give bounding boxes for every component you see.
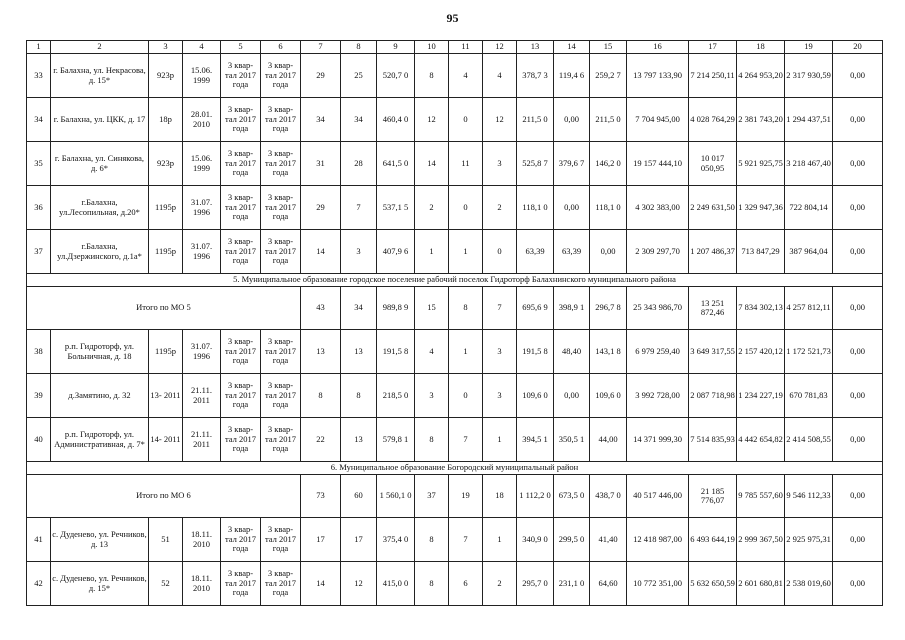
table-cell: 3 218 467,40 [785, 142, 833, 186]
table-cell: 0,00 [833, 518, 883, 562]
table-cell: 1 234 227,19 [737, 374, 785, 418]
table-cell: 3 квар- тал 2017 года [261, 98, 301, 142]
table-cell: 1 [449, 330, 483, 374]
table-cell: 3 квар- тал 2017 года [221, 54, 261, 98]
table-cell: 2 249 631,50 [689, 186, 737, 230]
table-cell: 11 [449, 142, 483, 186]
table-cell: 379,6 7 [554, 142, 590, 186]
table-cell: 2 [483, 186, 517, 230]
table-cell: 0 [449, 186, 483, 230]
column-number-cell: 11 [449, 41, 483, 54]
table-cell: 8 [341, 374, 377, 418]
table-cell: 299,5 0 [554, 518, 590, 562]
column-number-cell: 2 [51, 41, 149, 54]
table-cell: 8 [415, 518, 449, 562]
table-cell: 2 381 743,20 [737, 98, 785, 142]
table-cell: 191,5 8 [377, 330, 415, 374]
table-cell: 2 309 297,70 [627, 230, 689, 274]
table-cell: 1 [483, 518, 517, 562]
table-cell: 0,00 [554, 186, 590, 230]
table-cell: 63,39 [517, 230, 554, 274]
table-cell: 1 [415, 230, 449, 274]
table-cell: 4 302 383,00 [627, 186, 689, 230]
table-cell: 15.06. 1999 [183, 142, 221, 186]
table-cell: 3 квар- тал 2017 года [221, 98, 261, 142]
table-cell: 21.11. 2011 [183, 418, 221, 462]
address-cell: г. Балахна, ул. Синякова, д. 6* [51, 142, 149, 186]
total-cell: 21 185 776,07 [689, 475, 737, 518]
building-row [27, 186, 883, 230]
total-cell: 1 112,2 0 [517, 475, 554, 518]
table-cell: 31.07. 1996 [183, 230, 221, 274]
table-cell: 18.11. 2010 [183, 518, 221, 562]
table-cell: 6 979 259,40 [627, 330, 689, 374]
table-cell: 415,0 0 [377, 562, 415, 606]
table-cell: 34 [341, 98, 377, 142]
column-number-cell: 3 [149, 41, 183, 54]
table-cell: 1 [449, 230, 483, 274]
table-cell: 34 [27, 98, 51, 142]
table-cell: 51 [149, 518, 183, 562]
table-cell: 118,1 0 [590, 186, 627, 230]
column-number-cell: 5 [221, 41, 261, 54]
table-cell: 3 квар- тал 2017 года [261, 142, 301, 186]
table-cell: 3 квар- тал 2017 года [221, 330, 261, 374]
table-cell: 2 538 019,60 [785, 562, 833, 606]
table-cell: 44,00 [590, 418, 627, 462]
table-cell: 3 квар- тал 2017 года [261, 230, 301, 274]
table-cell: 2 414 508,55 [785, 418, 833, 462]
table-cell: 12 [415, 98, 449, 142]
total-cell: 73 [301, 475, 341, 518]
table-cell: 13 [341, 418, 377, 462]
total-cell: 0,00 [833, 287, 883, 330]
table-cell: 641,5 0 [377, 142, 415, 186]
table-cell: 33 [27, 54, 51, 98]
table-cell: 40 [27, 418, 51, 462]
table-cell: 12 [341, 562, 377, 606]
building-row [27, 142, 883, 186]
table-cell: 722 804,14 [785, 186, 833, 230]
table-cell: 0,00 [833, 418, 883, 462]
table-cell: 12 [483, 98, 517, 142]
address-cell: р.п. Гидроторф, ул. Больничная, д. 18 [51, 330, 149, 374]
building-row [27, 54, 883, 98]
table-cell: 14 [415, 142, 449, 186]
total-cell: 15 [415, 287, 449, 330]
table-cell: 2 925 975,31 [785, 518, 833, 562]
address-cell: с. Дуденево, ул. Речников, д. 13 [51, 518, 149, 562]
table-cell: 3 [483, 330, 517, 374]
column-number-cell: 7 [301, 41, 341, 54]
table-cell: 36 [27, 186, 51, 230]
address-cell: д.Замятино, д. 32 [51, 374, 149, 418]
table-cell: 52 [149, 562, 183, 606]
table-cell: 0,00 [833, 374, 883, 418]
column-number-cell: 9 [377, 41, 415, 54]
total-cell: 13 251 872,46 [689, 287, 737, 330]
table-cell: 10 017 050,95 [689, 142, 737, 186]
section-heading-row [27, 462, 883, 475]
column-number-cell: 10 [415, 41, 449, 54]
column-number-cell: 17 [689, 41, 737, 54]
table-cell: 4 442 654,82 [737, 418, 785, 462]
table-cell: 3 квар- тал 2017 года [261, 418, 301, 462]
table-cell: 3 [341, 230, 377, 274]
table-cell: 3 квар- тал 2017 года [221, 142, 261, 186]
total-cell: 0,00 [833, 475, 883, 518]
table-cell: 3 квар- тал 2017 года [221, 186, 261, 230]
table-cell: 18.11. 2010 [183, 562, 221, 606]
table-cell: 2 157 420,12 [737, 330, 785, 374]
table-cell: 4 [483, 54, 517, 98]
table-cell: 41,40 [590, 518, 627, 562]
address-cell: г. Балахна, ул. Некрасова, д. 15* [51, 54, 149, 98]
table-cell: 17 [341, 518, 377, 562]
section-heading: 6. Муниципальное образование Богородский муниципальный район [27, 462, 883, 475]
total-label: Итого по МО 6 [27, 475, 301, 518]
building-row [27, 518, 883, 562]
table-cell: 29 [301, 54, 341, 98]
table-cell: 7 [449, 418, 483, 462]
table-cell: 109,6 0 [590, 374, 627, 418]
total-cell: 989,8 9 [377, 287, 415, 330]
table-cell: 14 371 999,30 [627, 418, 689, 462]
table-cell: 3 649 317,55 [689, 330, 737, 374]
table-cell: 394,5 1 [517, 418, 554, 462]
table-cell: 407,9 6 [377, 230, 415, 274]
table-cell: 1 294 437,51 [785, 98, 833, 142]
table-cell: 1 207 486,37 [689, 230, 737, 274]
building-row [27, 562, 883, 606]
table-cell: 0 [449, 374, 483, 418]
address-cell: г. Балахна, ул. ЦКК, д. 17 [51, 98, 149, 142]
table-cell: 0 [449, 98, 483, 142]
table-cell: 713 847,29 [737, 230, 785, 274]
total-cell: 60 [341, 475, 377, 518]
table-cell: 8 [415, 562, 449, 606]
column-number-cell: 6 [261, 41, 301, 54]
table-cell: 3 квар- тал 2017 года [221, 562, 261, 606]
table-cell: 579,8 1 [377, 418, 415, 462]
table-cell: 15.06. 1999 [183, 54, 221, 98]
page-number: 95 [446, 11, 459, 25]
table-cell: 211,5 0 [517, 98, 554, 142]
table-cell: 37 [27, 230, 51, 274]
table-cell: 3 квар- тал 2017 года [261, 186, 301, 230]
total-cell: 7 [483, 287, 517, 330]
table-cell: 118,1 0 [517, 186, 554, 230]
table-cell: 0,00 [554, 374, 590, 418]
table-cell: 3 квар- тал 2017 года [261, 562, 301, 606]
total-cell: 25 343 986,70 [627, 287, 689, 330]
table-cell: 0,00 [833, 230, 883, 274]
column-number-cell: 12 [483, 41, 517, 54]
total-label: Итого по МО 5 [27, 287, 301, 330]
table-cell: 378,7 3 [517, 54, 554, 98]
table-cell: 0,00 [833, 142, 883, 186]
table-cell: 109,6 0 [517, 374, 554, 418]
table-cell: 0,00 [833, 98, 883, 142]
table-cell: 12 418 987,00 [627, 518, 689, 562]
table-cell: 3 992 728,00 [627, 374, 689, 418]
table-cell: 4 [449, 54, 483, 98]
column-number-cell: 18 [737, 41, 785, 54]
table-cell: 7 [449, 518, 483, 562]
table-cell: 5 921 925,75 [737, 142, 785, 186]
table-cell: 3 [483, 374, 517, 418]
column-number-cell: 13 [517, 41, 554, 54]
table-cell: 3 квар- тал 2017 года [221, 418, 261, 462]
total-cell: 40 517 446,00 [627, 475, 689, 518]
table-cell: 3 квар- тал 2017 года [261, 330, 301, 374]
table-cell: 2 601 680,81 [737, 562, 785, 606]
column-number-cell: 16 [627, 41, 689, 54]
building-row [27, 230, 883, 274]
total-cell: 19 [449, 475, 483, 518]
total-cell: 438,7 0 [590, 475, 627, 518]
table-cell: 295,7 0 [517, 562, 554, 606]
table-cell: 13 [301, 330, 341, 374]
table-cell: 143,1 8 [590, 330, 627, 374]
table-cell: 0,00 [833, 186, 883, 230]
table-cell: 8 [415, 418, 449, 462]
building-row [27, 330, 883, 374]
table-cell: 17 [301, 518, 341, 562]
table-cell: 525,8 7 [517, 142, 554, 186]
table-cell: 387 964,04 [785, 230, 833, 274]
column-number-cell: 19 [785, 41, 833, 54]
building-row [27, 98, 883, 142]
table-cell: 28 [341, 142, 377, 186]
total-cell: 398,9 1 [554, 287, 590, 330]
total-cell: 8 [449, 287, 483, 330]
table-cell: 35 [27, 142, 51, 186]
table-cell: 2 [415, 186, 449, 230]
table-cell: 28.01. 2010 [183, 98, 221, 142]
table-cell: 6 493 644,19 [689, 518, 737, 562]
table-cell: 14 [301, 230, 341, 274]
total-cell: 34 [341, 287, 377, 330]
total-cell: 37 [415, 475, 449, 518]
total-cell: 1 560,1 0 [377, 475, 415, 518]
table-cell: 3 квар- тал 2017 года [261, 374, 301, 418]
table-cell: 29 [301, 186, 341, 230]
table-cell: 41 [27, 518, 51, 562]
table-cell: 1 172 521,73 [785, 330, 833, 374]
table-cell: 31.07. 1996 [183, 330, 221, 374]
table-cell: 2 087 718,98 [689, 374, 737, 418]
column-number-row [27, 41, 883, 54]
table-cell: 340,9 0 [517, 518, 554, 562]
table-cell: 3 квар- тал 2017 года [221, 230, 261, 274]
building-row [27, 418, 883, 462]
table-cell: 923р [149, 142, 183, 186]
table-cell: 231,1 0 [554, 562, 590, 606]
table-cell: 0,00 [554, 98, 590, 142]
table-cell: 1 [483, 418, 517, 462]
total-cell: 18 [483, 475, 517, 518]
table-cell: 7 [341, 186, 377, 230]
housing-register-table [26, 40, 883, 606]
table-cell: 3 квар- тал 2017 года [261, 54, 301, 98]
table-cell: 7 704 945,00 [627, 98, 689, 142]
total-cell: 43 [301, 287, 341, 330]
table-cell: 25 [341, 54, 377, 98]
table-cell: 1195р [149, 230, 183, 274]
table-cell: 4 264 953,20 [737, 54, 785, 98]
table-cell: 1 329 947,36 [737, 186, 785, 230]
table-cell: 211,5 0 [590, 98, 627, 142]
table-cell: 31.07. 1996 [183, 186, 221, 230]
table-cell: 0,00 [833, 562, 883, 606]
municipality-total-row [27, 287, 883, 330]
table-cell: 0,00 [833, 330, 883, 374]
table-cell: 13- 2011 [149, 374, 183, 418]
address-cell: г.Балахна, ул.Дзержинского, д.1а* [51, 230, 149, 274]
column-number-cell: 15 [590, 41, 627, 54]
table-cell: 14- 2011 [149, 418, 183, 462]
table-cell: 1195р [149, 186, 183, 230]
address-cell: с. Дуденево, ул. Речников, д. 15* [51, 562, 149, 606]
table-cell: 48,40 [554, 330, 590, 374]
table-cell: 218,5 0 [377, 374, 415, 418]
table-cell: 670 781,83 [785, 374, 833, 418]
table-cell: 38 [27, 330, 51, 374]
table-cell: 2 317 930,59 [785, 54, 833, 98]
table-cell: 5 632 650,59 [689, 562, 737, 606]
table-cell: 350,5 1 [554, 418, 590, 462]
table-cell: 4 [415, 330, 449, 374]
table-cell: 19 157 444,10 [627, 142, 689, 186]
table-cell: 0 [483, 230, 517, 274]
table-cell: 13 797 133,90 [627, 54, 689, 98]
address-cell: р.п. Гидроторф, ул. Административная, д. 7* [51, 418, 149, 462]
table-cell: 18р [149, 98, 183, 142]
table-cell: 537,1 5 [377, 186, 415, 230]
table-cell: 22 [301, 418, 341, 462]
table-cell: 923р [149, 54, 183, 98]
section-heading: 5. Муниципальное образование городское поселение рабочий поселок Гидроторф Балахнинского муниципального района [27, 274, 883, 287]
table-cell: 146,2 0 [590, 142, 627, 186]
table-cell: 3 квар- тал 2017 года [221, 518, 261, 562]
table-cell: 14 [301, 562, 341, 606]
table-cell: 3 [415, 374, 449, 418]
table-cell: 460,4 0 [377, 98, 415, 142]
table-cell: 375,4 0 [377, 518, 415, 562]
table-cell: 21.11. 2011 [183, 374, 221, 418]
building-row [27, 374, 883, 418]
table-cell: 8 [415, 54, 449, 98]
table-cell: 7 514 835,93 [689, 418, 737, 462]
address-cell: г.Балахна, ул.Лесопильная, д.20* [51, 186, 149, 230]
table-cell: 8 [301, 374, 341, 418]
table-cell: 119,4 6 [554, 54, 590, 98]
table-cell: 63,39 [554, 230, 590, 274]
table-cell: 3 квар- тал 2017 года [261, 518, 301, 562]
total-cell: 296,7 8 [590, 287, 627, 330]
total-cell: 9 546 112,33 [785, 475, 833, 518]
column-number-cell: 8 [341, 41, 377, 54]
column-number-cell: 4 [183, 41, 221, 54]
table-cell: 0,00 [833, 54, 883, 98]
total-cell: 673,5 0 [554, 475, 590, 518]
table-cell: 64,60 [590, 562, 627, 606]
table-cell: 2 999 367,50 [737, 518, 785, 562]
table-cell: 3 [483, 142, 517, 186]
total-cell: 7 834 302,13 [737, 287, 785, 330]
table-cell: 34 [301, 98, 341, 142]
column-number-cell: 20 [833, 41, 883, 54]
table-cell: 3 квар- тал 2017 года [221, 374, 261, 418]
table-cell: 42 [27, 562, 51, 606]
total-cell: 9 785 557,60 [737, 475, 785, 518]
table-cell: 10 772 351,00 [627, 562, 689, 606]
table-cell: 259,2 7 [590, 54, 627, 98]
table-cell: 7 214 250,11 [689, 54, 737, 98]
table-cell: 4 028 764,29 [689, 98, 737, 142]
table-cell: 6 [449, 562, 483, 606]
table-cell: 2 [483, 562, 517, 606]
column-number-cell: 1 [27, 41, 51, 54]
total-cell: 695,6 9 [517, 287, 554, 330]
section-heading-row [27, 274, 883, 287]
table-cell: 39 [27, 374, 51, 418]
table-cell: 13 [341, 330, 377, 374]
table-cell: 1195р [149, 330, 183, 374]
table-cell: 0,00 [590, 230, 627, 274]
table-cell: 31 [301, 142, 341, 186]
table-cell: 191,5 8 [517, 330, 554, 374]
municipality-total-row [27, 475, 883, 518]
column-number-cell: 14 [554, 41, 590, 54]
table-cell: 520,7 0 [377, 54, 415, 98]
total-cell: 4 257 812,11 [785, 287, 833, 330]
